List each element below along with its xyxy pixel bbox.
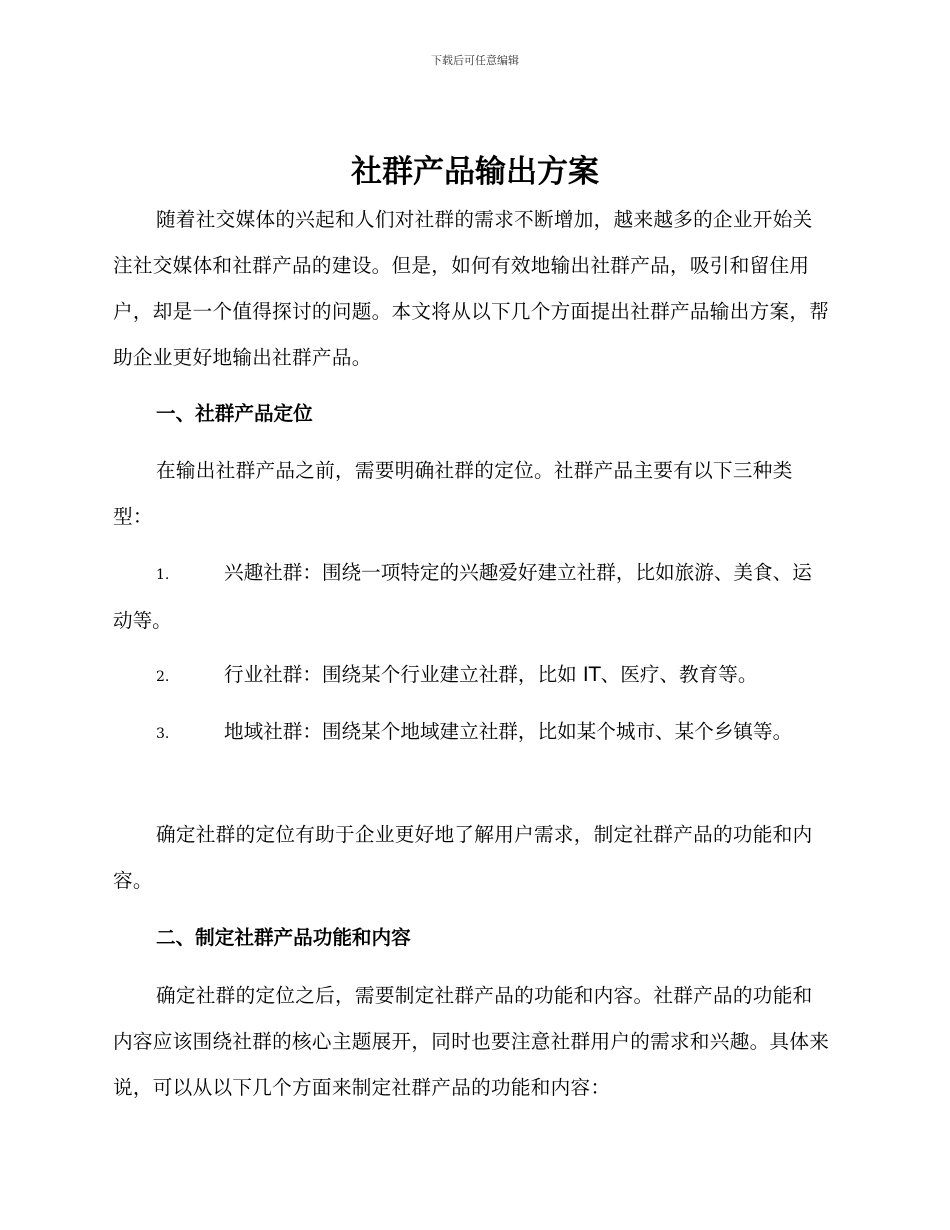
intro-paragraph: 随着社交媒体的兴起和人们对社群的需求不断增加，越来越多的企业开始关注社交媒体和社群产品的建设。但是，如何有效地输出社群产品，吸引和留住用户，却是一个值得探讨的问题。本文将从以下几个方面提出社群产品输出方案，帮助企业更好地输出社群产品。	[113, 208, 830, 369]
list-item	[113, 550, 831, 644]
list-item-text: 地域社群：围绕某个地域建立社群，比如某个城市、某个乡镇等。	[224, 720, 793, 743]
list-number: 2.	[156, 669, 170, 685]
list-number: 3.	[156, 726, 170, 742]
list-number: 1.	[156, 567, 170, 583]
section2-heading: 二、制定社群产品功能和内容	[156, 926, 411, 949]
section1-heading: 一、社群产品定位	[156, 402, 313, 425]
list-item-text: 行业社群：围绕某个行业建立社群，比如 IT、医疗、教育等。	[224, 663, 758, 686]
document-title: 社群产品输出方案	[351, 154, 599, 190]
section2-lead-paragraph: 确定社群的定位之后，需要制定社群产品的功能和内容。社群产品的功能和内容应该围绕社群的核心主题展开，同时也要注意社群用户的需求和兴趣。具体来说，可以从以下几个方面来制定社群产品的功能和内容：	[113, 984, 830, 1099]
list-item	[113, 709, 831, 757]
list-item	[113, 652, 831, 700]
header-note: 下载后可任意编辑	[431, 54, 519, 67]
list-item-text: 兴趣社群：围绕一项特定的兴趣爱好建立社群，比如旅游、美食、运动等。	[113, 561, 812, 632]
section1-lead-paragraph: 在输出社群产品之前，需要明确社群的定位。社群产品主要有以下三种类型：	[113, 459, 793, 528]
section1-conclusion-paragraph: 确定社群的定位有助于企业更好地了解用户需求，制定社群产品的功能和内容。	[113, 823, 813, 892]
